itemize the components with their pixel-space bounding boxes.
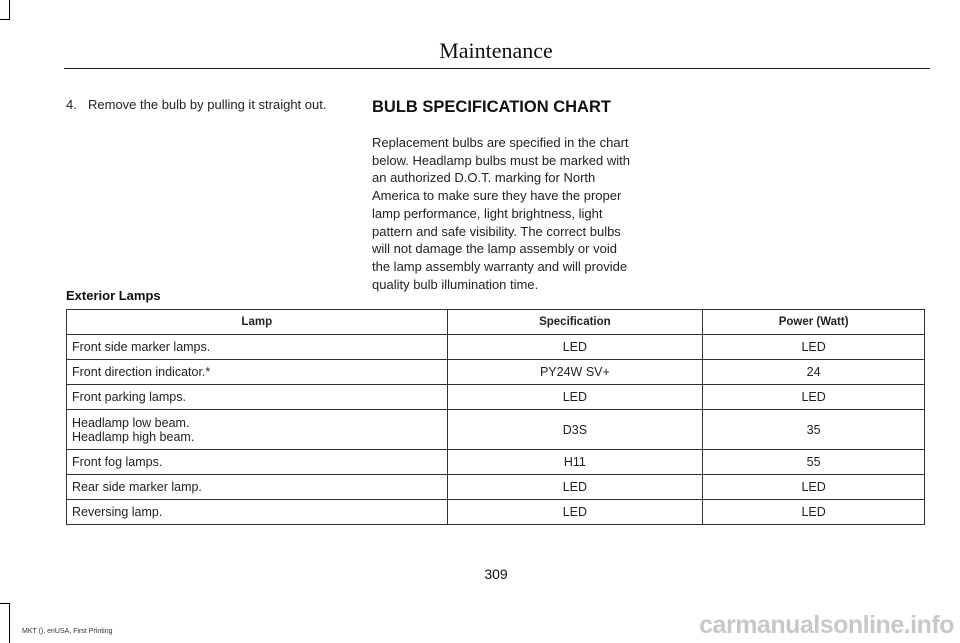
table-row [67,450,925,475]
page-number: 309 [484,566,508,582]
page-title: Maintenance [439,38,553,63]
table-row [67,410,925,450]
power-cell: LED [703,385,925,410]
crop-mark-top-left-vertical [9,0,10,20]
lamp-cell: Front side marker lamps. [67,335,448,360]
crop-mark-bottom-left-vertical [9,603,10,643]
crop-mark-top-left-horizontal [0,19,10,20]
lamp-cell: Rear side marker lamp. [67,475,448,500]
table-heading: Exterior Lamps [66,288,161,303]
spec-cell: LED [447,385,703,410]
spec-cell: PY24W SV+ [447,360,703,385]
step-number: 4. [66,97,77,112]
table-row [67,335,925,360]
column-header: Power (Watt) [703,310,925,335]
spec-cell: D3S [447,410,703,450]
power-cell: LED [703,335,925,360]
table-row [67,385,925,410]
spec-cell: LED [447,335,703,360]
spec-cell: LED [447,500,703,525]
step-text: Remove the bulb by pulling it straight out. [88,97,327,112]
bulb-spec-table [66,309,925,525]
power-cell: LED [703,500,925,525]
table-header-row [67,310,925,335]
header-rule [64,68,930,69]
table-row [67,500,925,525]
crop-mark-bottom-left-horizontal [0,603,10,604]
lamp-cell: Front direction indicator.* [67,360,448,385]
power-cell: 24 [703,360,925,385]
power-cell: 35 [703,410,925,450]
spec-cell: H11 [447,450,703,475]
section-heading: BULB SPECIFICATION CHART [372,98,611,116]
column-header: Specification [447,310,703,335]
lamp-cell [67,410,448,450]
power-cell: 55 [703,450,925,475]
lamp-cell: Front fog lamps. [67,450,448,475]
lamp-cell-line: Headlamp low beam. [72,415,190,430]
lamp-cell: Front parking lamps. [67,385,448,410]
watermark: carmanualsonline.info [699,611,954,639]
instruction-step [66,97,326,112]
spec-cell: LED [447,475,703,500]
table-row [67,360,925,385]
lamp-cell: Reversing lamp. [67,500,448,525]
table-row [67,475,925,500]
power-cell: LED [703,475,925,500]
lamp-cell-line: Headlamp high beam. [72,429,195,444]
column-header: Lamp [67,310,448,335]
intro-paragraph: Replacement bulbs are specified in the chart below. Headlamp bulbs must be marked with an authorized D.O.T. marking for North America to make sure they have the proper lamp performance, light brightness, light pattern and safe visibility. The correct bulbs will not damage the lamp assembly or void the lamp assembly warranty and will provide quality bulb illumination time. [372,135,630,292]
footer-printing-info: MKT (), enUSA, First Printing [22,628,113,635]
